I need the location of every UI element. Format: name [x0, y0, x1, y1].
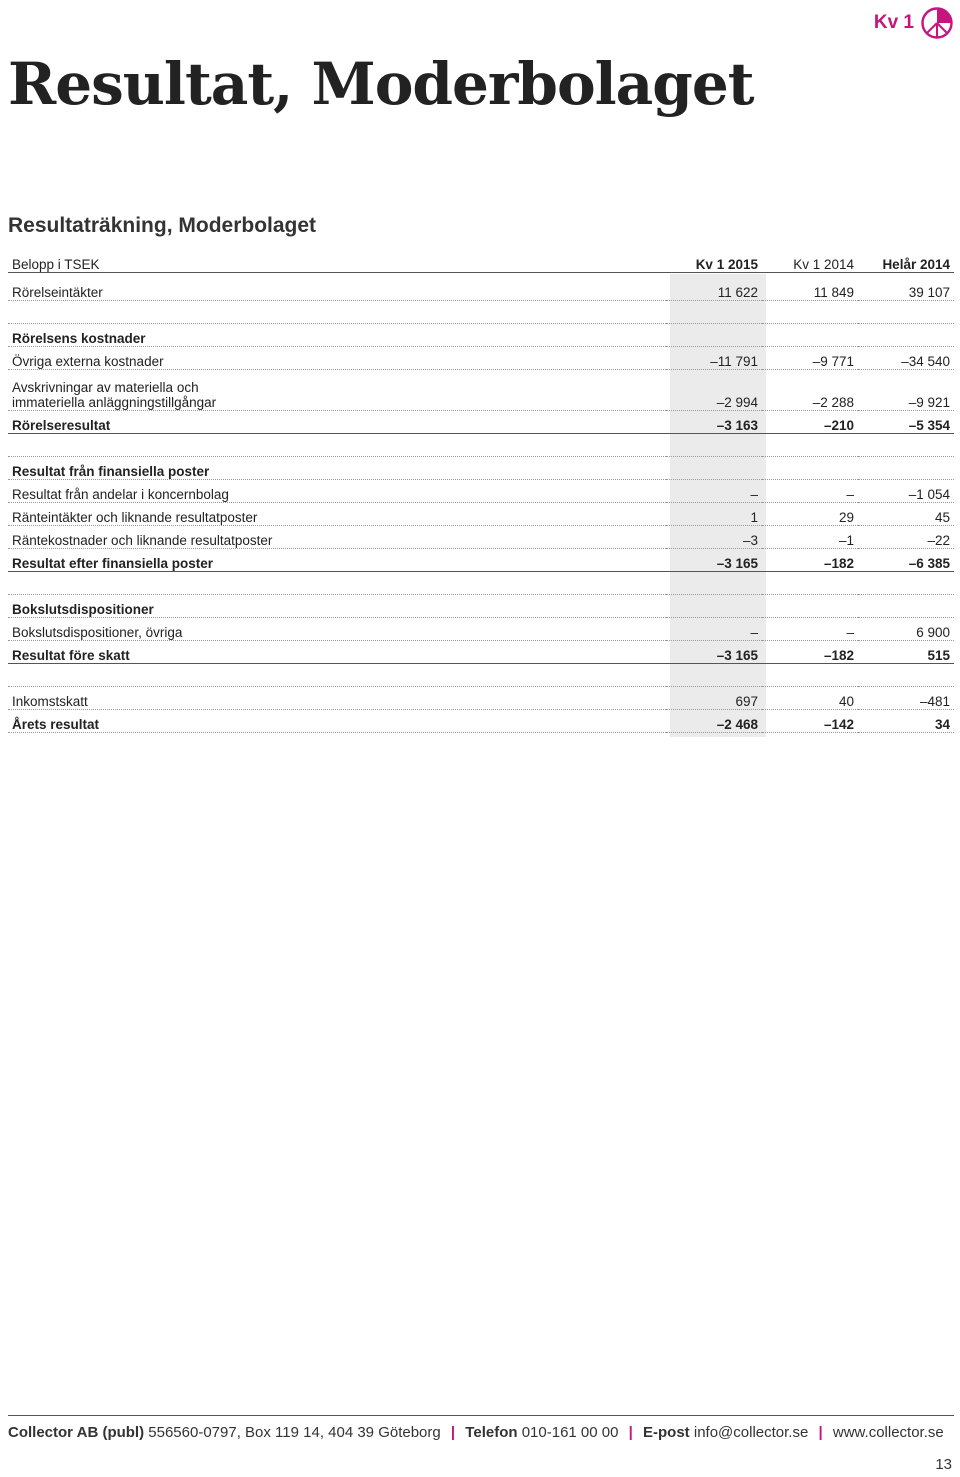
footer-phone: 010-161 00 00	[521, 1424, 619, 1441]
spacer-row	[8, 572, 954, 595]
table-row	[8, 480, 954, 503]
value-kv1-2014: –210	[762, 411, 858, 434]
footer-separator: |	[818, 1424, 823, 1441]
value-kv1-2015: –2 468	[666, 710, 762, 733]
quarter-badge	[874, 6, 954, 40]
spacer-row	[8, 664, 954, 687]
row-label: Bokslutsdispositioner, övriga	[8, 618, 666, 641]
value-helar-2014: –5 354	[858, 411, 954, 434]
row-label: Rörelsens kostnader	[8, 324, 666, 347]
table-row	[8, 641, 954, 664]
row-label: Ränteintäkter och liknande resultatposter	[8, 503, 666, 526]
value-kv1-2015: –3 165	[666, 641, 762, 664]
footer-separator: |	[628, 1424, 633, 1441]
value-helar-2014: 515	[858, 641, 954, 664]
row-label: Räntekostnader och liknande resultatposter	[8, 526, 666, 549]
row-label: Bokslutsdispositioner	[8, 595, 666, 618]
row-label-line2: immateriella anläggningstillgångar	[12, 395, 217, 410]
table-row	[8, 457, 954, 480]
page-number: 13	[935, 1456, 952, 1473]
table-row	[8, 618, 954, 641]
row-label: Resultat från finansiella poster	[8, 457, 666, 480]
column-header-helar-2014: Helår 2014	[858, 250, 954, 273]
spacer-row	[8, 301, 954, 324]
value-kv1-2014: –	[762, 480, 858, 503]
table-row	[8, 687, 954, 710]
column-header-kv1-2015: Kv 1 2015	[666, 250, 762, 273]
page-title: Resultat, Moderbolaget	[8, 50, 754, 118]
table-row	[8, 595, 954, 618]
value-helar-2014: 45	[858, 503, 954, 526]
table-row	[8, 710, 954, 733]
table-row	[8, 526, 954, 549]
value-kv1-2014: –142	[762, 710, 858, 733]
value-helar-2014: –6 385	[858, 549, 954, 572]
table-row	[8, 549, 954, 572]
value-kv1-2015: –3	[666, 526, 762, 549]
column-header-kv1-2014: Kv 1 2014	[762, 250, 858, 273]
value-helar-2014: –9 921	[858, 370, 954, 411]
value-kv1-2015: –	[666, 480, 762, 503]
value-kv1-2014: –1	[762, 526, 858, 549]
value-kv1-2014: 11 849	[762, 273, 858, 301]
footer-separator: |	[450, 1424, 456, 1441]
row-label: Rörelseintäkter	[8, 273, 666, 301]
footer-email-label: E-post	[643, 1424, 690, 1441]
row-label: Årets resultat	[8, 710, 666, 733]
value-kv1-2015: –2 994	[666, 370, 762, 411]
footer-website-link[interactable]: www.collector.se	[832, 1424, 944, 1441]
value-helar-2014: –22	[858, 526, 954, 549]
row-label: Inkomstskatt	[8, 687, 666, 710]
value-kv1-2014: 40	[762, 687, 858, 710]
pie-chart-icon	[920, 6, 954, 40]
badge-label: Kv 1	[873, 12, 914, 33]
value-helar-2014: –1 054	[858, 480, 954, 503]
table-row	[8, 503, 954, 526]
row-label-line1: Avskrivningar av materiella och	[12, 380, 199, 395]
row-label: Resultat från andelar i koncernbolag	[8, 480, 666, 503]
row-label: Övriga externa kostnader	[8, 347, 666, 370]
footer-company: Collector AB (publ)	[8, 1424, 145, 1441]
value-kv1-2015: 697	[666, 687, 762, 710]
value-kv1-2014: –9 771	[762, 347, 858, 370]
value-kv1-2014: –182	[762, 549, 858, 572]
row-label: Resultat efter finansiella poster	[8, 549, 666, 572]
table-row	[8, 273, 954, 301]
table-row	[8, 411, 954, 434]
value-helar-2014: –481	[858, 687, 954, 710]
income-statement	[8, 250, 954, 733]
footer-address: 556560-0797, Box 119 14, 404 39 Göteborg	[148, 1424, 441, 1441]
spacer-row	[8, 434, 954, 457]
value-kv1-2015: 11 622	[666, 273, 762, 301]
column-header-label: Belopp i TSEK	[8, 250, 666, 273]
value-kv1-2014: –	[762, 618, 858, 641]
value-kv1-2015: –11 791	[666, 347, 762, 370]
value-helar-2014: 39 107	[858, 273, 954, 301]
footer-email-link[interactable]: info@collector.se	[693, 1424, 809, 1441]
section-title: Resultaträkning, Moderbolaget	[8, 214, 317, 237]
income-statement-table	[8, 250, 954, 733]
footer-phone-label: Telefon	[465, 1424, 518, 1441]
value-kv1-2014: –182	[762, 641, 858, 664]
value-helar-2014: 34	[858, 710, 954, 733]
value-kv1-2014: 29	[762, 503, 858, 526]
table-row	[8, 370, 954, 411]
value-kv1-2015: 1	[666, 503, 762, 526]
page-footer	[8, 1415, 954, 1441]
row-label	[8, 370, 666, 411]
table-row	[8, 347, 954, 370]
table-row	[8, 324, 954, 347]
value-kv1-2015: –3 163	[666, 411, 762, 434]
value-helar-2014: 6 900	[858, 618, 954, 641]
value-kv1-2015: –	[666, 618, 762, 641]
value-kv1-2015: –3 165	[666, 549, 762, 572]
value-helar-2014: –34 540	[858, 347, 954, 370]
value-kv1-2014: –2 288	[762, 370, 858, 411]
row-label: Resultat före skatt	[8, 641, 666, 664]
row-label: Rörelseresultat	[8, 411, 666, 434]
table-header-row	[8, 250, 954, 273]
